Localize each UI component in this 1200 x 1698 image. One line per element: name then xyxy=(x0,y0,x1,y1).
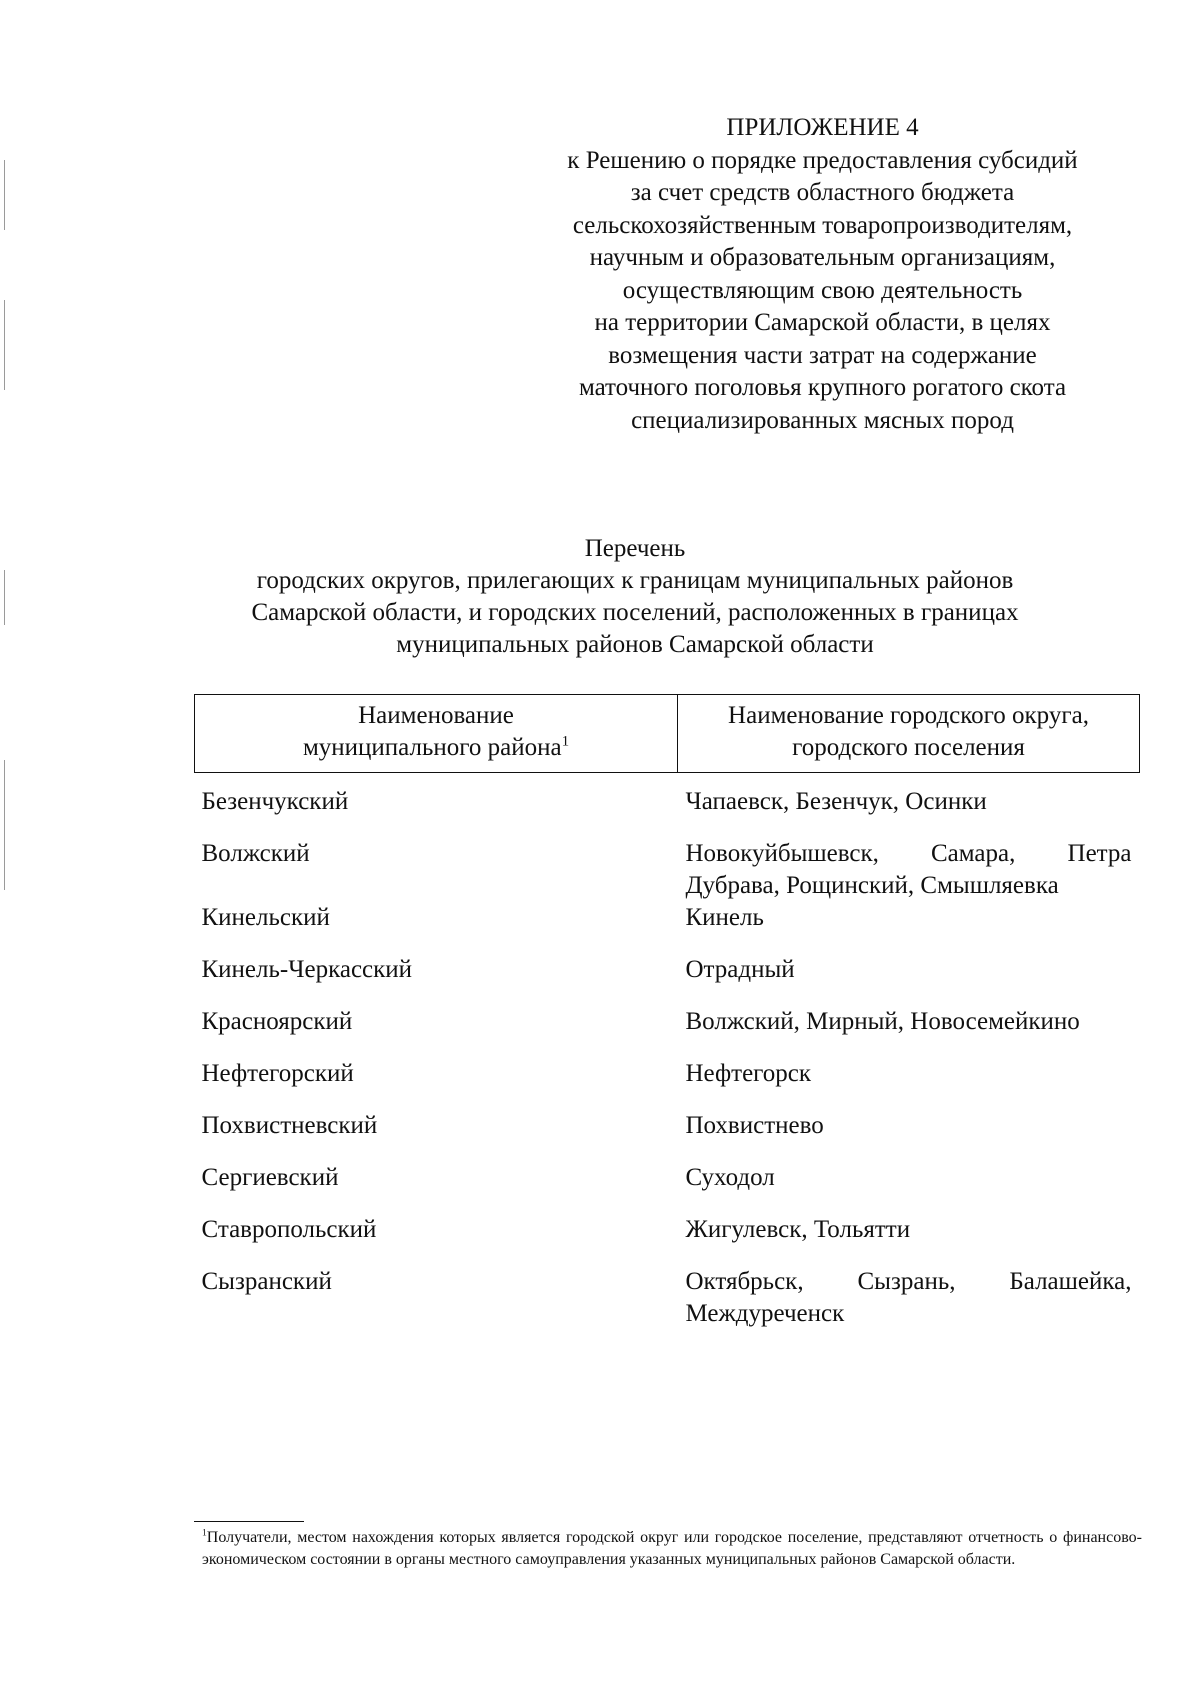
appendix-line: специализированных мясных пород xyxy=(631,406,1014,434)
table-header-row xyxy=(195,695,1140,773)
list-title xyxy=(170,533,1100,661)
district-name: Кинель-Черкасский xyxy=(201,956,413,983)
appendix-line: возмещения части затрат на содержание xyxy=(608,341,1037,369)
appendix-line: сельскохозяйственным товаропроизводителям, xyxy=(572,211,1073,239)
table-row xyxy=(195,902,1140,954)
settlement-names: Новокуйбышевск, Самара, Петра Дубрава, Рощинский, Смышляевка xyxy=(685,840,1132,899)
district-name: Безенчукский xyxy=(201,788,349,815)
settlement-names: Волжский, Мирный, Новосемейкино xyxy=(685,1008,1080,1035)
district-name: Сергиевский xyxy=(201,1164,339,1191)
settlement-names: Суходол xyxy=(685,1164,775,1191)
district-name: Кинельский xyxy=(201,904,330,931)
district-name: Нефтегорский xyxy=(201,1060,354,1087)
appendix-line: научным и образовательным организациям, xyxy=(589,244,1056,271)
settlement-names: Похвистнево xyxy=(685,1112,824,1139)
settlement-names: Жигулевск, Тольятти xyxy=(685,1216,911,1243)
table-row xyxy=(195,1058,1140,1110)
footnote-divider xyxy=(194,1521,304,1522)
table-row xyxy=(195,1214,1140,1266)
list-heading: Перечень xyxy=(584,535,686,562)
table-row xyxy=(195,1266,1140,1330)
table-row xyxy=(195,1162,1140,1214)
appendix-line: осуществляющим свою деятельность xyxy=(622,276,1023,304)
footnote-text: Получатели, местом нахождения которых является городской округ или городское поселение, представляют отчетность о финансово-экономическом состоянии в органы местного самоуправления указанных муниципальных районов Самарской области. xyxy=(202,1529,1142,1568)
footnote xyxy=(202,1527,1142,1571)
settlement-names: Нефтегорск xyxy=(685,1060,812,1087)
appendix-line: к Решению о порядке предоставления субсидий xyxy=(567,146,1078,174)
table-row xyxy=(195,1006,1140,1058)
appendix-line: за счет средств областного бюджета xyxy=(630,179,1015,206)
settlement-names: Отрадный xyxy=(685,956,795,983)
scan-edge-mark xyxy=(4,760,5,890)
table-row xyxy=(195,954,1140,1006)
header-district-line2: муниципального района xyxy=(302,734,562,761)
scan-edge-mark xyxy=(4,300,5,390)
district-name: Похвистневский xyxy=(201,1112,378,1139)
header-settlement: Наименование городского округа, городского поселения xyxy=(678,695,1140,773)
table-row xyxy=(195,773,1140,839)
header-district: Наименование муниципального района$^1$ xyxy=(195,695,678,773)
settlement-names: Кинель xyxy=(685,904,764,931)
table-row xyxy=(195,1110,1140,1162)
district-name: Красноярский xyxy=(201,1008,353,1035)
settlement-names: Чапаевск, Безенчук, Осинки xyxy=(685,788,987,815)
settlement-names: Октябрьск, Сызрань, Балашейка, Междуреченск xyxy=(685,1268,1132,1327)
list-title-line: муниципальных районов Самарской области xyxy=(396,631,874,658)
scan-edge-mark xyxy=(4,160,5,230)
districts-table xyxy=(194,694,1140,1330)
scan-edge-mark xyxy=(4,570,5,625)
district-name: Ставропольский xyxy=(201,1216,377,1243)
district-name: Волжский xyxy=(201,840,310,867)
appendix-block xyxy=(500,112,1145,437)
list-title-line: городских округов, прилегающих к границам муниципальных районов xyxy=(256,567,1014,594)
table-row xyxy=(195,838,1140,902)
footnote-ref: 1 xyxy=(561,733,570,750)
district-name: Сызранский xyxy=(201,1268,332,1295)
list-title-line: Самарской области, и городских поселений, расположенных в границах xyxy=(251,599,1019,626)
appendix-title: ПРИЛОЖЕНИЕ 4 xyxy=(726,114,919,141)
footnote-marker: 1 xyxy=(202,1527,207,1539)
appendix-line: маточного поголовья крупного рогатого скота xyxy=(578,374,1067,401)
appendix-line: на территории Самарской области, в целях xyxy=(594,309,1051,336)
